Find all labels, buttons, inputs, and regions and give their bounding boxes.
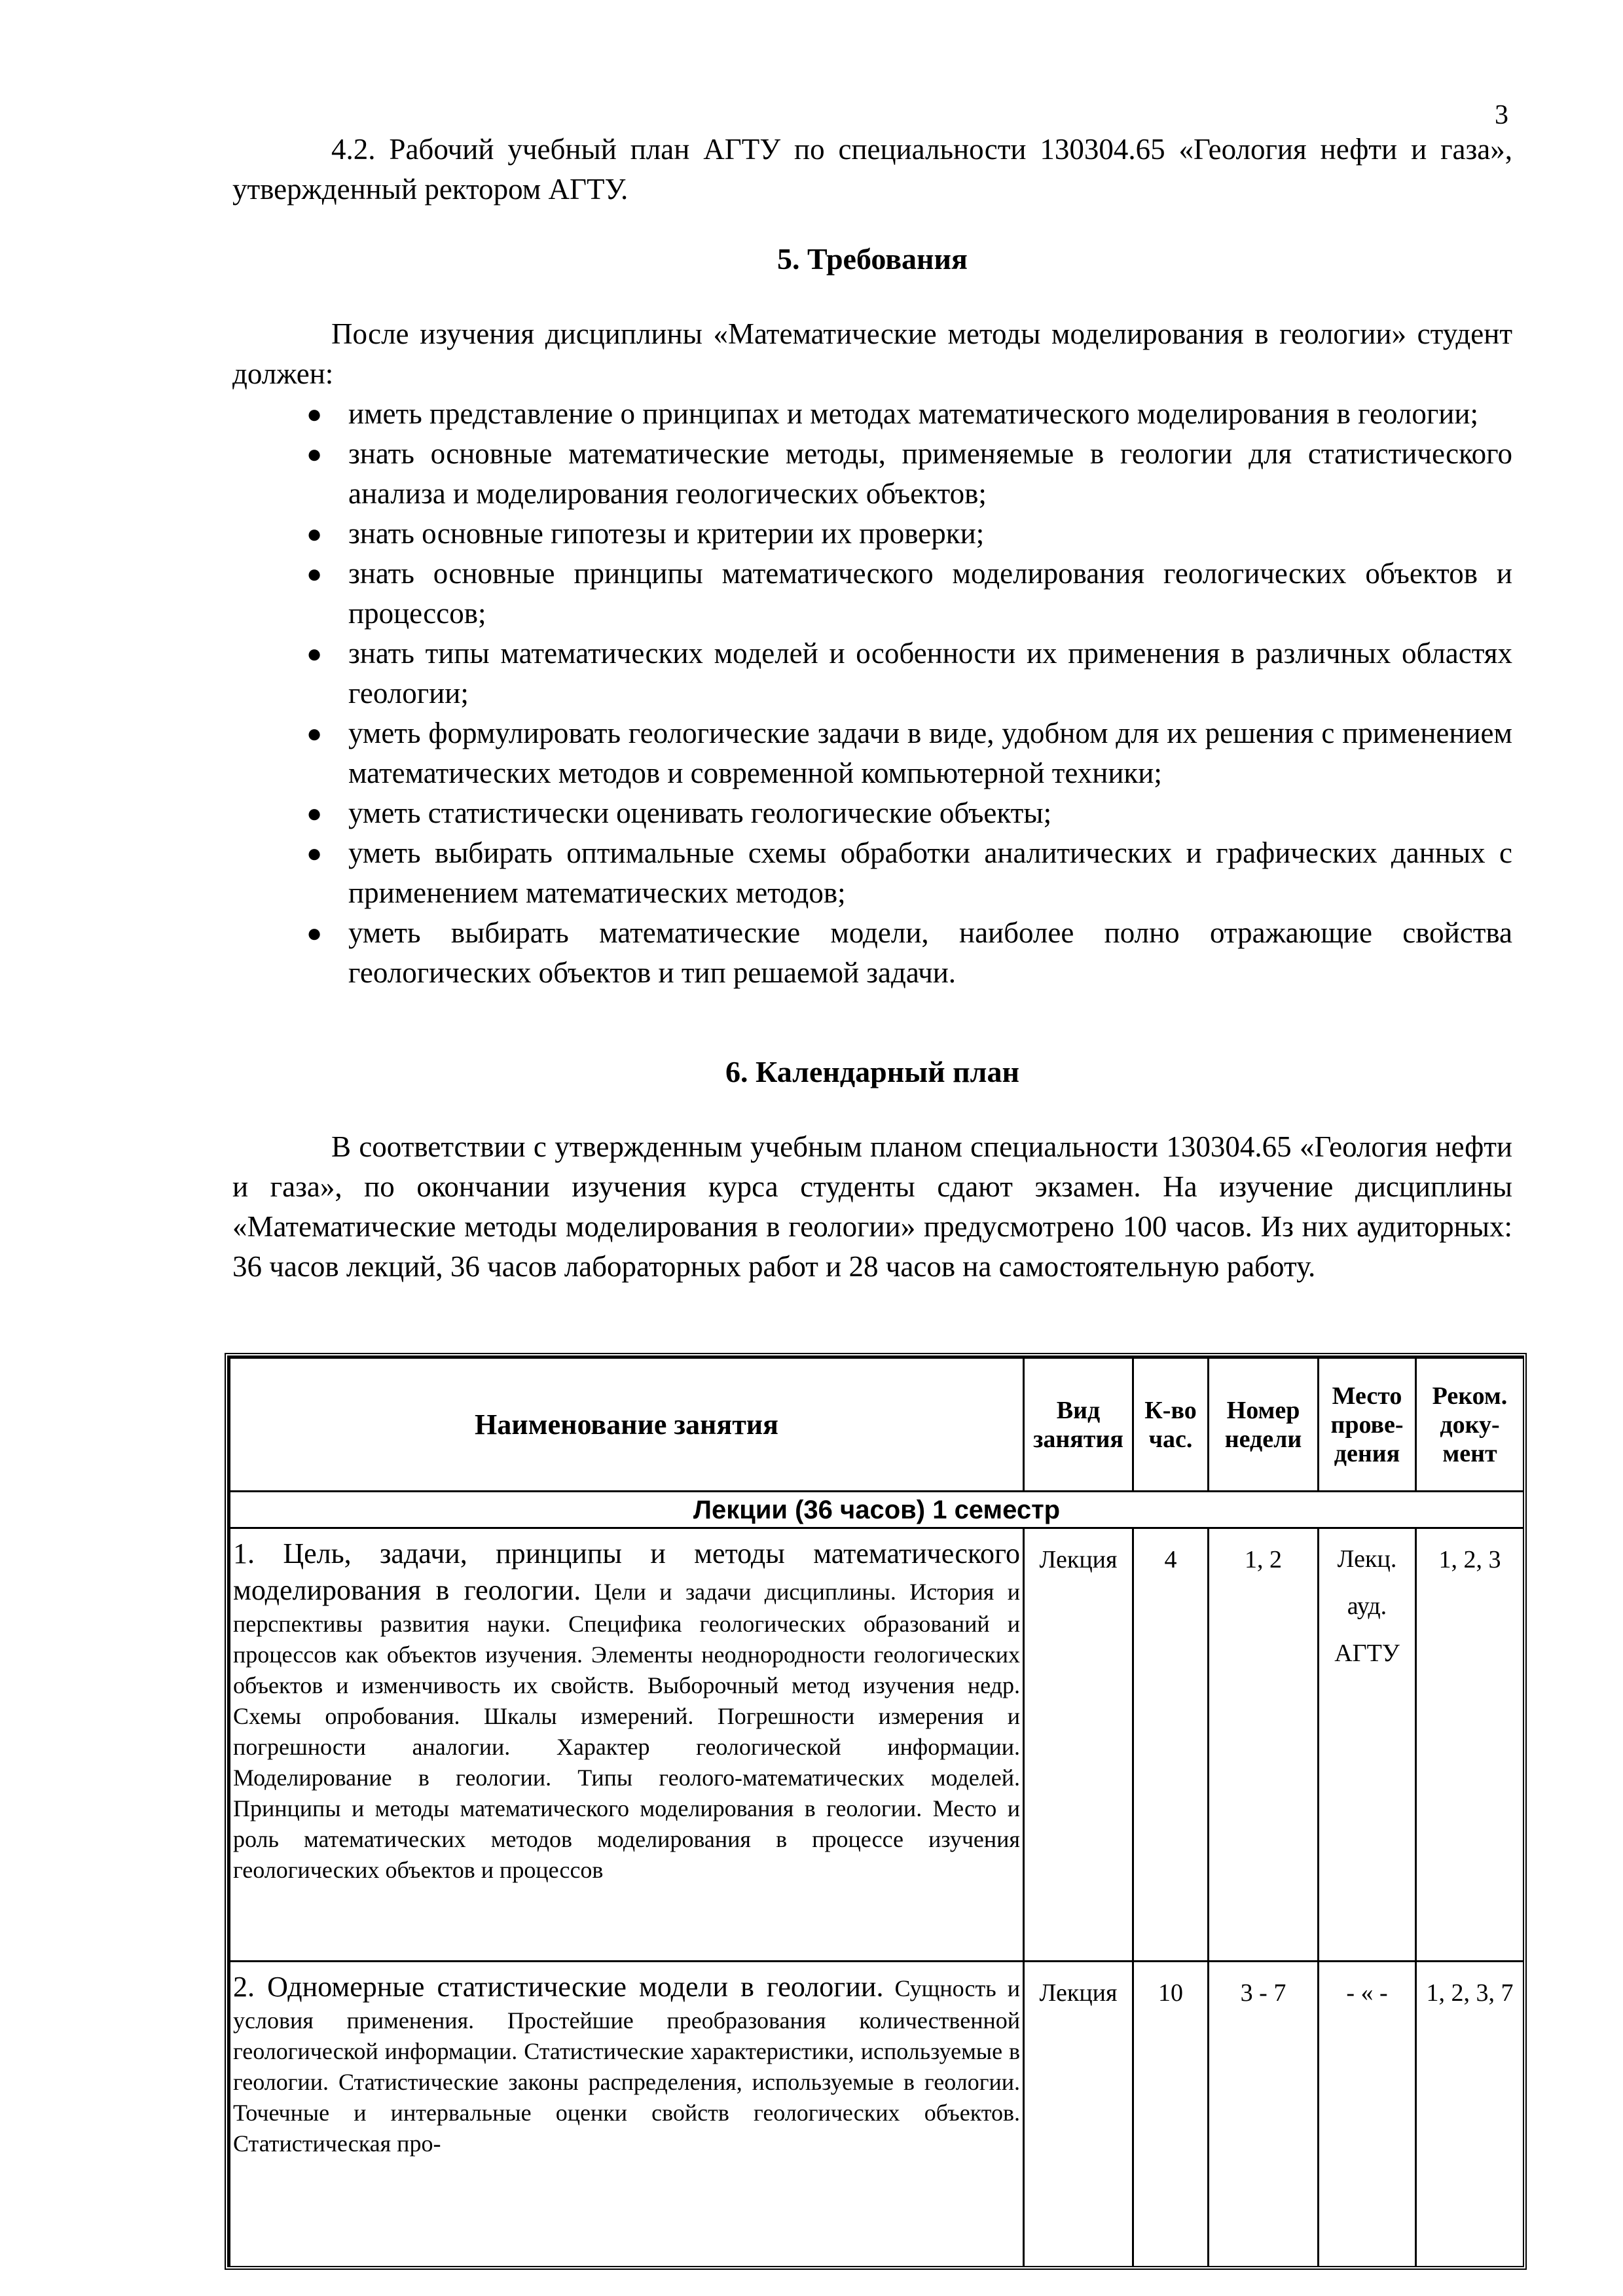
list-item: ● уметь статистически оценивать геологические объекты;: [232, 793, 1512, 833]
week-cell: 1, 2: [1209, 1528, 1319, 1962]
bullet-icon: ●: [306, 838, 323, 868]
section-5-intro: [232, 314, 1512, 394]
header-name: Наименование занятия: [230, 1358, 1024, 1492]
bullet-icon: ●: [306, 559, 323, 588]
type-cell: Лекция: [1024, 1962, 1133, 2269]
topic-description: Сущность и условия применения. Простейшие преобразования количественной геологической информации. Статистические характеристики, используемые в геологии. Статистические законы распределения, используемые в геологии. Точечные и интервальные оценки свойств геологических объектов. Статистическая про-: [233, 1975, 1020, 2157]
table-header-row: [230, 1358, 1524, 1492]
section-4-2-text: 4.2. Рабочий учебный план АГТУ по специальности 130304.65 «Геология нефти и газа», утвержденный ректором АГТУ.: [232, 133, 1512, 206]
list-item: ● знать типы математических моделей и особенности их применения в различных областях геологии;: [232, 634, 1512, 713]
table-row: [230, 1962, 1524, 2269]
place-line: ауд.: [1347, 1592, 1387, 1620]
section-5-title: 5. Требования: [777, 242, 968, 276]
list-item: ● знать основные математические методы, применяемые в геологии для статистического анализа и моделирования геологических объектов;: [232, 434, 1512, 514]
list-item: ● иметь представление о принципах и методах математического моделирования в геологии;: [232, 394, 1512, 434]
header-docs: Реком. доку-мент: [1416, 1358, 1524, 1492]
section-6-text: В соответствии с утвержденным учебным планом специальности 130304.65 «Геология нефти и газа», по окончании изучения курса студенты сдают экзамен. На изучение дисциплины «Математические методы моделирования в геологии» предусмотрено 100 часов. Из них аудиторных: 36 часов лекций, 36 часов лабораторных работ и 28 часов на самостоятельную работу.: [232, 1130, 1512, 1283]
bullet-icon: ●: [306, 918, 323, 948]
list-item: ● уметь выбирать оптимальные схемы обработки аналитических и графических данных с применением математических методов;: [232, 833, 1512, 913]
bullet-icon: ●: [306, 719, 323, 748]
topic-title: 1. Цель, задачи, принципы и методы математического моделирования в геологии.: [233, 1537, 1020, 1606]
bullet-icon: ●: [306, 519, 323, 548]
docs-cell: 1, 2, 3, 7: [1416, 1962, 1524, 2269]
place-cell: [1319, 1528, 1416, 1962]
list-item: ● знать основные принципы математического моделирования геологических объектов и процессов;: [232, 554, 1512, 634]
bullet-icon: ●: [306, 798, 323, 828]
place-cell: - « -: [1319, 1962, 1416, 2269]
bullet-icon: ●: [306, 399, 323, 429]
docs-cell: 1, 2, 3: [1416, 1528, 1524, 1962]
semester-label: Лекции (36 часов) 1 семестр: [230, 1492, 1524, 1528]
bullet-icon: ●: [306, 639, 323, 668]
hours-cell: 10: [1133, 1962, 1209, 2269]
header-hours: К-во час.: [1133, 1358, 1209, 1492]
table-row: [230, 1528, 1524, 1962]
page-number: 3: [1495, 100, 1508, 130]
list-item: ● уметь формулировать геологические задачи в виде, удобном для их решения с применением математических методов и современной компьютерной техники;: [232, 713, 1512, 793]
calendar-plan-table: [225, 1353, 1527, 2270]
topic-title: 2. Одномерные статистические модели в геологии.: [233, 1971, 884, 2003]
header-place: Место прове-дения: [1319, 1358, 1416, 1492]
bullet-icon: ●: [306, 439, 323, 469]
hours-cell: 4: [1133, 1528, 1209, 1962]
semester-row: [230, 1492, 1524, 1528]
list-item: ● уметь выбирать математические модели, наиболее полно отражающие свойства геологических объектов и тип решаемой задачи.: [232, 913, 1512, 993]
section-6-title: 6. Календарный план: [725, 1055, 1019, 1088]
section-4-2-paragraph: [232, 130, 1512, 209]
header-type: Вид занятия: [1024, 1358, 1133, 1492]
topic-description: Цели и задачи дисциплины. История и перспективы развития науки. Специфика геологических образований и процессов как объектов изучения. Элементы неоднородности геологических объектов и изменчивость их свойств. Выборочный метод изучения недр. Схемы опробования. Шкалы измерений. Погрешности измерения и погрешности аналогии. Характер геологической информации. Моделирование в геологии. Типы геолого-математических моделей. Принципы и методы математического моделирования в геологии. Место и роль математических методов моделирования в процессе изучения геологических объектов и процессов: [233, 1579, 1021, 1883]
place-line: Лекц.: [1337, 1545, 1397, 1573]
header-week: Номер недели: [1209, 1358, 1319, 1492]
week-cell: 3 - 7: [1209, 1962, 1319, 2269]
section-5-intro-text: После изучения дисциплины «Математические методы моделирования в геологии» студент должен:: [232, 317, 1512, 390]
type-cell: Лекция: [1024, 1528, 1133, 1962]
section-6-paragraph: [232, 1127, 1512, 1287]
topic-cell: [230, 1962, 1024, 2269]
requirements-list: [232, 394, 1512, 993]
place-line: АГТУ: [1334, 1640, 1400, 1667]
list-item: ● знать основные гипотезы и критерии их проверки;: [232, 514, 1512, 554]
topic-cell: [230, 1528, 1024, 1962]
